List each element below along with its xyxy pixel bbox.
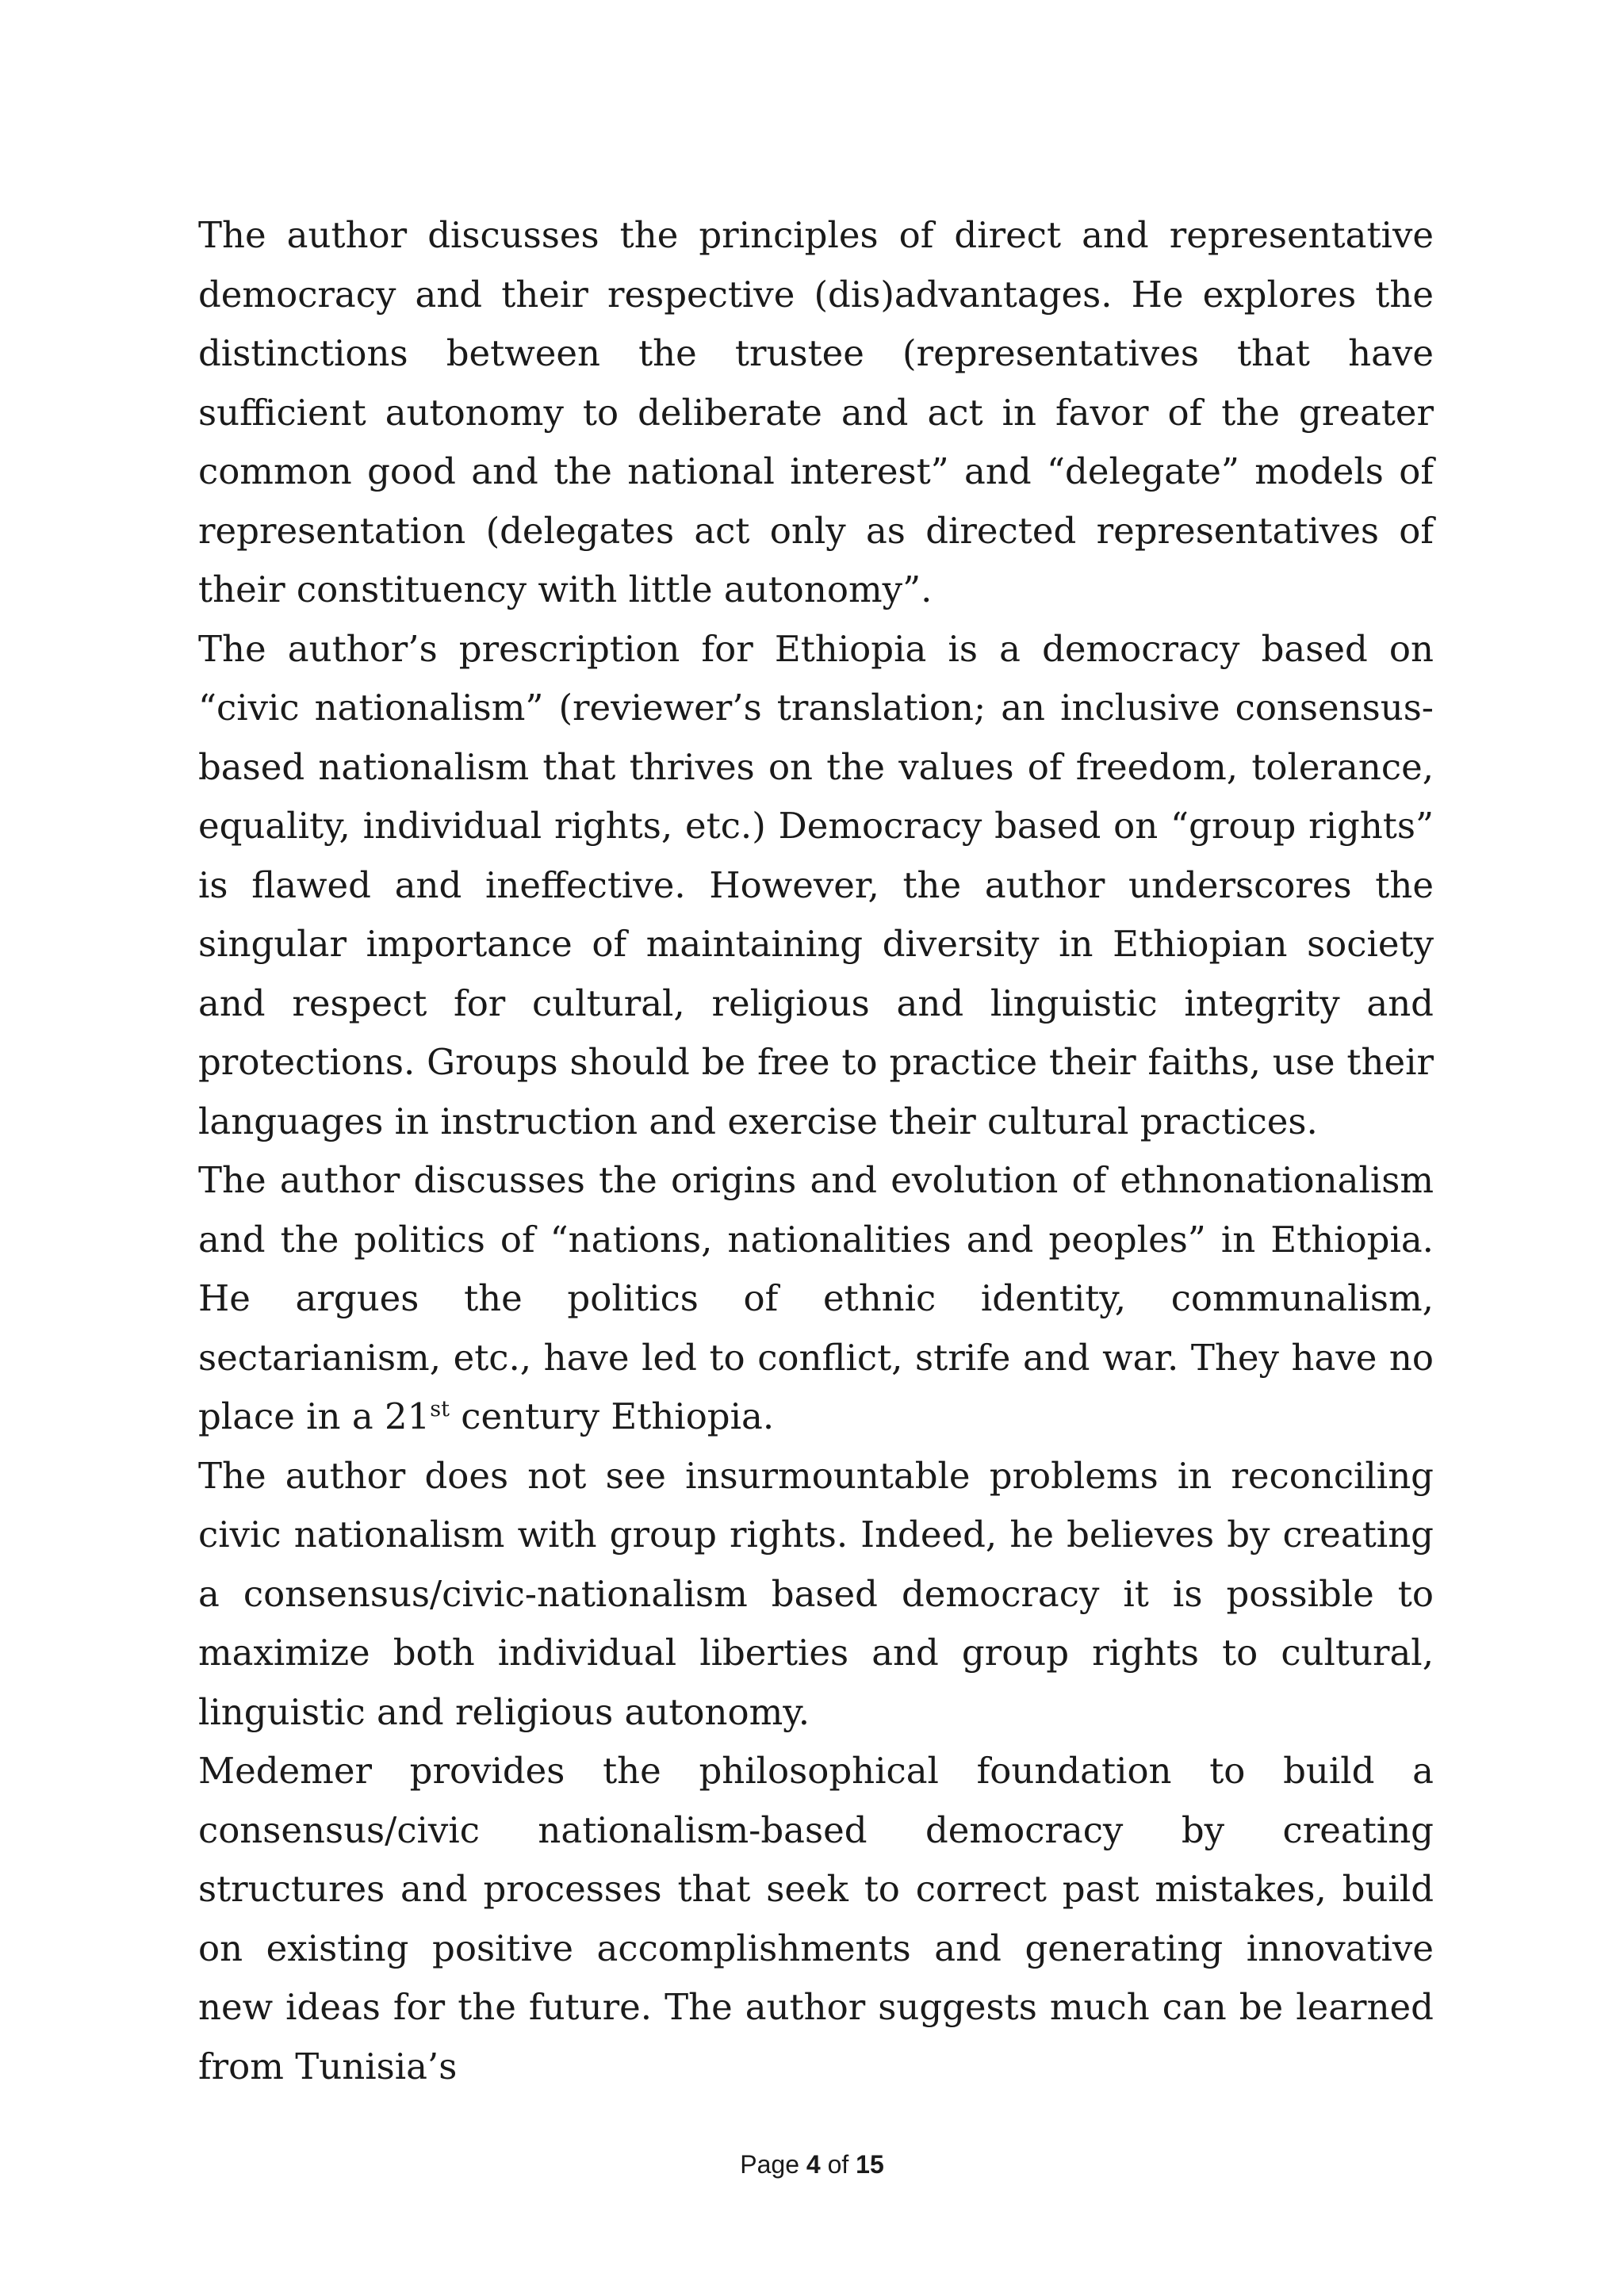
footer-separator: of xyxy=(820,2150,856,2179)
paragraph-direct-representative-democracy: The author discusses the principles of direct and representative democracy and their respective (dis)advantages. He explores the distinctions between the trustee (representatives that have sufficient autonomy to deliberate and act in favor of the greater common good and the national interest” and “delegate” models of representation (delegates act only as directed representatives of their constituency with little autonomy”. xyxy=(198,214,1434,610)
paragraph-ethnonationalism-text-before: The author discusses the origins and evolution of ethnonationalism and the politics of “nations, nationalities and peoples” in Ethiopia. He argues the politics of ethnic identity, communalism, sectarianism, etc., have led to conflict, strife and war. They have no place in a 21 xyxy=(198,1159,1434,1437)
superscript-ordinal: st xyxy=(430,1397,450,1422)
paragraph-reconciling-group-rights: The author does not see insurmountable problems in reconciling civic nationalism with group rights. Indeed, he believes by creating a consensus/civic-nationalism based democracy it is possible to maximize both individual liberties and group rights to cultural, linguistic and religious autonomy. xyxy=(198,1454,1434,1733)
paragraph-ethnonationalism-text-after: century Ethiopia. xyxy=(449,1395,775,1437)
body-text xyxy=(198,206,1434,2096)
current-page-number: 4 xyxy=(806,2150,821,2179)
page-number-footer xyxy=(0,2150,1624,2179)
footer-prefix: Page xyxy=(740,2150,806,2179)
paragraph-ethnonationalism-origins xyxy=(198,1151,1434,1447)
paragraph-civic-nationalism-prescription: The author’s prescription for Ethiopia is a democracy based on “civic nationalism” (reviewer’s translation; an inclusive consensus-based nationalism that thrives on the values of freedom, tolerance, equality, individual rights, etc.) Democracy based on “group rights” is flawed and ineffective. However, the author underscores the singular importance of maintaining diversity in Ethiopian society and respect for cultural, religious and linguistic integrity and protections. Groups should be free to practice their faiths, use their languages in instruction and exercise their cultural practices. xyxy=(198,627,1434,1142)
total-page-count: 15 xyxy=(856,2150,884,2179)
paragraph-medemer-foundation: Medemer provides the philosophical foundation to build a consensus/civic nationalism-based democracy by creating structures and processes that seek to correct past mistakes, build on existing positive accomplishments and generating innovative new ideas for the future. The author suggests much can be learned from Tunisia’s xyxy=(198,1750,1434,2087)
